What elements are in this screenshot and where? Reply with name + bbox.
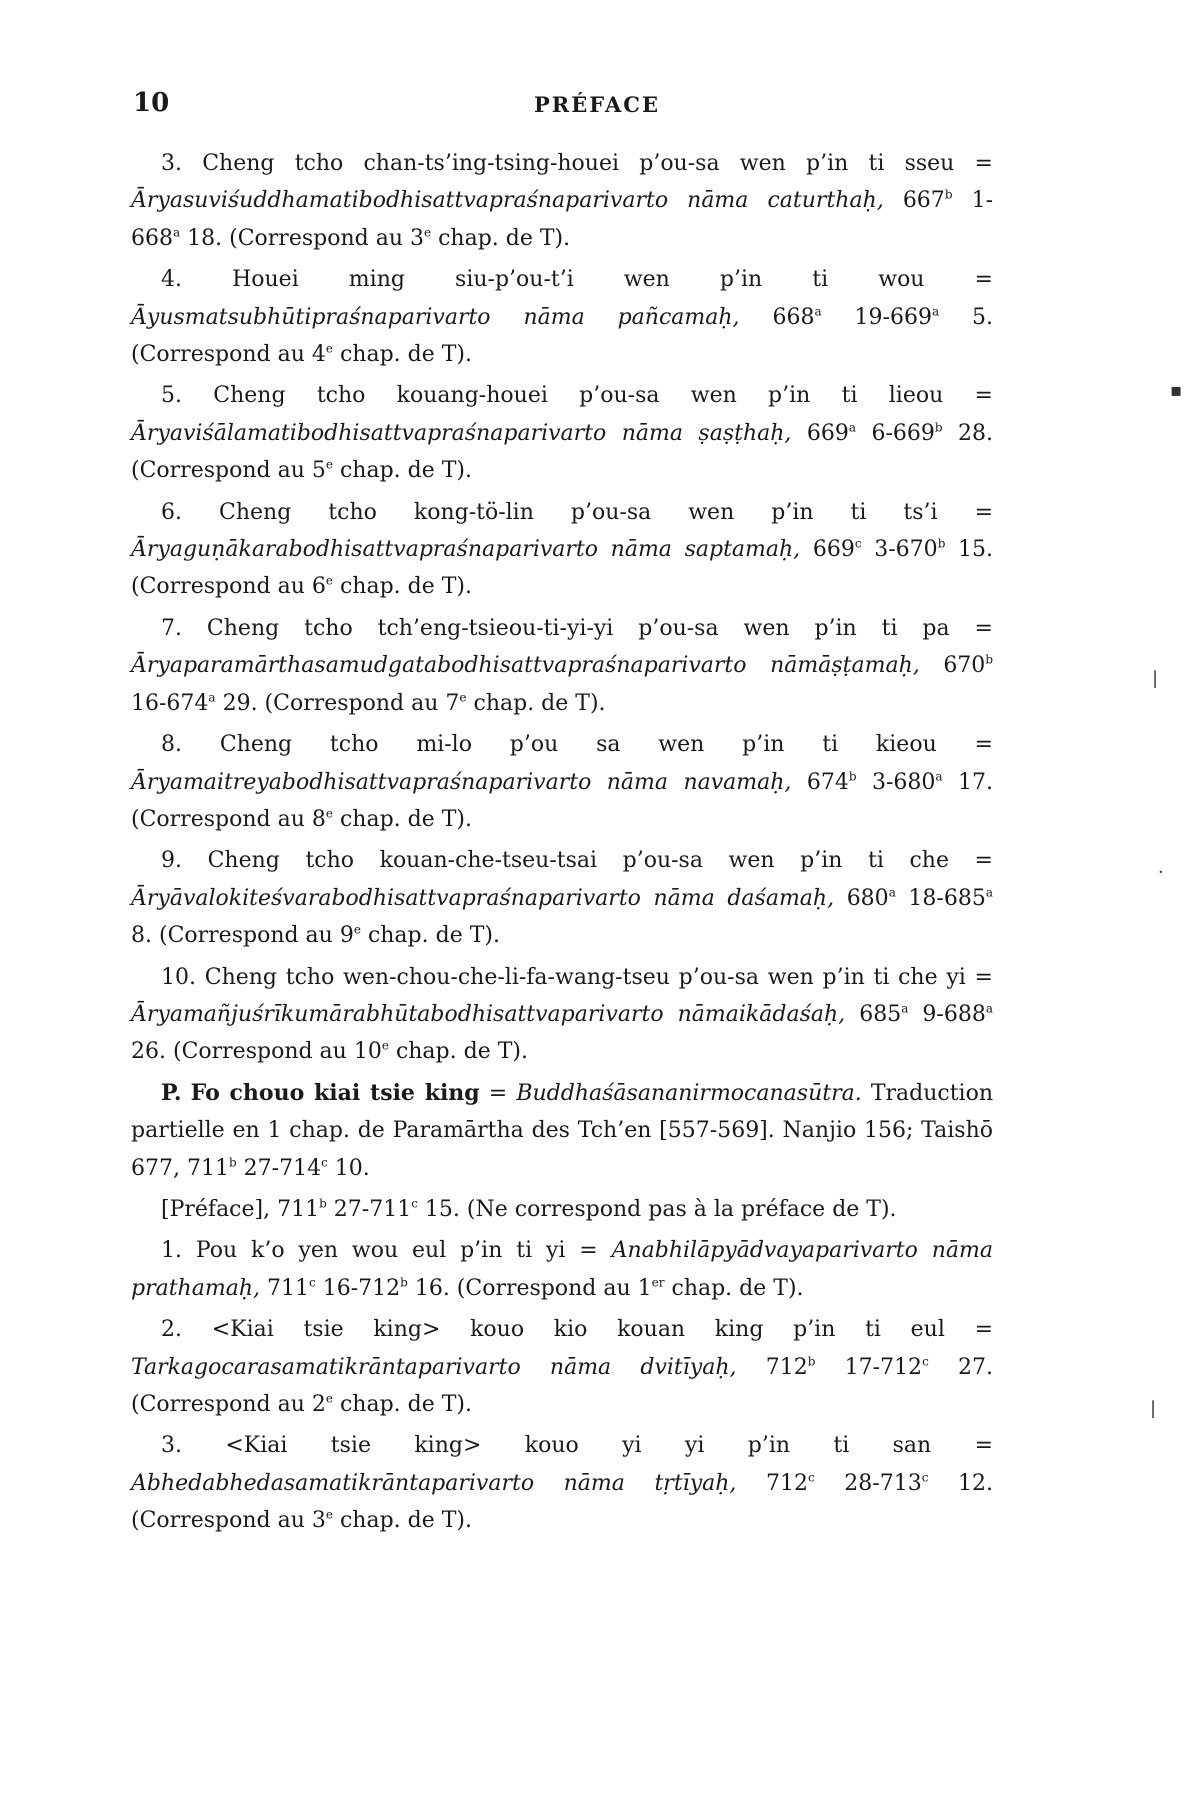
- ref-sup: a: [814, 304, 822, 319]
- correspond-tail: chap. de T).: [466, 690, 606, 716]
- page-header: [133, 88, 1061, 128]
- chapter-chinese-title: Cheng tcho wen-chou-che-li-fa-wang-tseu p’ou-sa wen p’in ti che yi =: [204, 964, 993, 990]
- scan-speck: |: [1150, 1398, 1157, 1419]
- chapter-sanskrit-title: Āyusmatsubhūtipraśnaparivarto nāma pañcamaḥ,: [131, 304, 740, 330]
- ref-start: 711: [266, 1275, 309, 1301]
- chapter-chinese-title: Cheng tcho kouan-che-tseu-tsai p’ou-sa wen p’in ti che =: [207, 848, 993, 874]
- ref-start: 712: [765, 1470, 808, 1496]
- chapter-number: 2.: [161, 1317, 182, 1343]
- ref-sup: a: [985, 885, 994, 900]
- chapter-paragraph: [131, 842, 993, 954]
- chapter-chinese-title: Cheng tcho kong-tö-lin p’ou-sa wen p’in ti ts’i =: [219, 499, 994, 525]
- ref-sup: a: [848, 420, 857, 435]
- ref-start: 669: [806, 420, 849, 446]
- chapter-sanskrit-title: Abhedabhedasamatikrāntaparivarto nāma tṛtīyaḥ,: [131, 1470, 737, 1496]
- chapter-sanskrit-title: Anabhilāpyādvayaparivarto nāma prathamaḥ,: [131, 1238, 994, 1301]
- scan-speck: |: [1152, 668, 1159, 689]
- ref-sup: a: [901, 1001, 909, 1016]
- ref-end: 10.: [327, 1155, 370, 1181]
- correspond-tail: chap. de T).: [431, 225, 571, 251]
- chapter-number: 8.: [161, 732, 182, 758]
- chapter-chinese-title: Cheng tcho kouang-houei p’ou-sa wen p’in ti lieou =: [213, 383, 993, 409]
- ref-range: 18-685: [895, 885, 986, 911]
- chapter-paragraph: [131, 377, 993, 489]
- chapter-sanskrit-title: Āryasuviśuddhamatibodhisattvapraśnaparivarto nāma caturthaḥ,: [131, 188, 884, 214]
- chapter-chinese-title: Cheng tcho tch’eng-tsieou-ti-yi-yi p’ou-sa wen p’in ti pa =: [206, 615, 993, 641]
- ref-range: 3-680: [856, 769, 936, 795]
- entry-number: P.: [161, 1079, 182, 1106]
- ref-sup: e: [325, 1507, 333, 1522]
- scan-speck: ▪: [1170, 380, 1183, 401]
- correspond-tail: chap. de T).: [332, 574, 472, 600]
- chapter-number: 5.: [161, 383, 182, 409]
- correspond-text: 12. (Correspond au 3: [131, 1470, 993, 1534]
- chapter-paragraph: [131, 959, 993, 1071]
- ref-sup: a: [173, 225, 181, 240]
- correspond-tail: chap. de T).: [332, 1508, 472, 1534]
- chapter-number: 10.: [161, 964, 196, 990]
- chapter-sanskrit-title: Tarkagocarasamatikrāntaparivarto nāma dvitīyaḥ,: [131, 1354, 737, 1380]
- chapter-paragraph: [131, 494, 993, 606]
- ref-range: 16-674: [131, 690, 209, 716]
- preface-end: 15. (Ne correspond pas à la préface de T).: [417, 1196, 897, 1222]
- ref-range: 28-713: [814, 1470, 922, 1496]
- ref-sup: c: [854, 536, 862, 551]
- ref-range: 17-712: [815, 1354, 923, 1380]
- ref-sup: er: [651, 1275, 665, 1290]
- ref-sup: c: [921, 1470, 929, 1485]
- chapter-sanskrit-title: Āryamaitreyabodhisattvapraśnaparivarto nāma navamaḥ,: [131, 769, 792, 795]
- page-number: 10: [133, 88, 170, 118]
- ref-sup: e: [325, 457, 333, 472]
- correspond-tail: chap. de T).: [664, 1275, 804, 1301]
- chapter-sanskrit-title: Āryaviśālamatibodhisattvapraśnaparivarto nāma ṣaṣṭhaḥ,: [131, 420, 792, 446]
- ref-range: 1-668: [131, 188, 993, 251]
- chapter-chinese-title: Pou k’o yen wou eul p’in ti yi =: [195, 1238, 598, 1264]
- chapter-sanskrit-title: Āryaguṇākarabodhisattvapraśnaparivarto nāma saptamaḥ,: [131, 537, 801, 563]
- ref-range: 27-711: [326, 1196, 412, 1222]
- ref-sup: a: [888, 885, 896, 900]
- chapter-paragraph: [131, 726, 993, 838]
- correspond-tail: chap. de T).: [332, 458, 472, 484]
- ref-range: 16-712: [315, 1275, 401, 1301]
- chapter-paragraph: [131, 145, 993, 257]
- preface-text: [Préface], 711: [161, 1196, 320, 1222]
- chapter-chinese-title: Cheng tcho chan-ts’ing-tsing-houei p’ou-sa wen p’in ti sseu =: [202, 151, 993, 176]
- ref-range: 9-688: [908, 1001, 986, 1027]
- ref-sup: b: [400, 1275, 408, 1290]
- correspond-text: 28. (Correspond au 5: [131, 420, 994, 484]
- correspond-text: 15. (Correspond au 6: [131, 537, 994, 600]
- chapter-chinese-title: <Kiai tsie king> kouo kio kouan king p’in ti eul =: [211, 1317, 994, 1343]
- ref-sup: b: [848, 769, 857, 784]
- ref-start: 674: [806, 769, 849, 795]
- ref-start: 712: [765, 1354, 808, 1380]
- ref-sup: b: [319, 1196, 327, 1211]
- ref-sup: e: [381, 1039, 389, 1054]
- correspond-text: 26. (Correspond au 10: [131, 1039, 382, 1065]
- chapter-number: 7.: [161, 615, 182, 641]
- chapter-chinese-title: Cheng tcho mi-lo p’ou sa wen p’in ti kieou =: [219, 732, 993, 758]
- ref-sup: a: [935, 769, 943, 784]
- correspond-tail: chap. de T).: [332, 806, 472, 832]
- ref-sup: e: [325, 1391, 333, 1406]
- ref-start: 667: [902, 188, 945, 214]
- ref-sup: b: [985, 652, 993, 667]
- chapter-paragraph: [131, 1232, 993, 1307]
- page-body: [131, 145, 993, 1544]
- ref-sup: a: [208, 690, 216, 705]
- correspond-tail: chap. de T).: [360, 923, 500, 949]
- ref-sup: c: [321, 1155, 328, 1170]
- ref-sup: c: [807, 1470, 815, 1485]
- chapter-paragraph: [131, 261, 993, 373]
- ref-sup: e: [353, 922, 361, 937]
- correspond-text: 5. (Correspond au 4: [131, 304, 993, 368]
- chapter-number: 6.: [161, 499, 182, 525]
- ref-sup: c: [411, 1196, 418, 1211]
- ref-sup: a: [985, 1001, 993, 1016]
- ref-sup: b: [807, 1354, 816, 1369]
- paragraph-group-chapters: [131, 145, 993, 1071]
- correspond-text: 27. (Correspond au 2: [131, 1354, 993, 1417]
- ref-sup: e: [325, 806, 333, 821]
- ref-sup: c: [308, 1275, 316, 1290]
- equals-sign: =: [479, 1080, 517, 1106]
- scan-speck: ·: [1158, 862, 1164, 883]
- ref-sup: e: [325, 574, 333, 589]
- correspond-tail: chap. de T).: [332, 342, 472, 368]
- chapter-sanskrit-title: Āryāvalokiteśvarabodhisattvapraśnaparivarto nāma daśamaḥ,: [131, 885, 835, 911]
- chapter-number: 3.: [161, 1433, 182, 1459]
- entry-p: [131, 1075, 993, 1187]
- paragraph-group-p-chapters: [131, 1232, 993, 1539]
- ref-sup: a: [931, 304, 940, 319]
- ref-range: 3-670: [861, 537, 938, 563]
- ref-sup: b: [934, 420, 943, 435]
- chapter-number: 9.: [161, 848, 182, 874]
- ref-sup: e: [423, 225, 432, 240]
- chapter-chinese-title: Houei ming siu-p’ou-t’i wen p’in ti wou =: [232, 267, 993, 293]
- chapter-paragraph: [131, 610, 993, 722]
- ref-sup: b: [228, 1155, 237, 1170]
- ref-start: 670: [943, 653, 986, 679]
- ref-range: 6-669: [856, 420, 935, 446]
- entry-title-sanskrit: Buddhaśāsananirmocanasūtra.: [516, 1080, 862, 1106]
- correspond-tail: chap. de T).: [332, 1392, 472, 1417]
- correspond-text: 17. (Correspond au 8: [131, 769, 993, 832]
- correspond-tail: chap. de T).: [388, 1039, 528, 1065]
- correspond-text: 16. (Correspond au 1: [407, 1275, 652, 1301]
- correspond-text: 29. (Correspond au 7: [215, 690, 460, 716]
- ref-range: 27-714: [236, 1155, 322, 1181]
- ref-start: 668: [772, 304, 815, 330]
- running-title: PRÉFACE: [534, 92, 660, 117]
- chapter-number: 3.: [161, 151, 182, 176]
- chapter-paragraph: [131, 1311, 993, 1423]
- chapter-number: 4.: [161, 267, 182, 293]
- correspond-text: 18. (Correspond au 3: [180, 225, 424, 251]
- ref-sup: b: [944, 188, 953, 203]
- ref-sup: c: [922, 1354, 929, 1369]
- chapter-sanskrit-title: Āryaparamārthasamudgatabodhisattvapraśnaparivarto nāmāṣṭamaḥ,: [131, 653, 920, 679]
- ref-start: 669: [812, 537, 855, 563]
- chapter-chinese-title: <Kiai tsie king> kouo yi yi p’in ti san =: [225, 1433, 994, 1459]
- entry-title-chinese: Fo chouo kiai tsie king: [190, 1079, 480, 1106]
- correspond-text: 8. (Correspond au 9: [131, 923, 354, 949]
- ref-sup: b: [937, 536, 946, 551]
- ref-start: 685: [859, 1001, 902, 1027]
- ref-start: 680: [846, 885, 889, 911]
- ref-sup: e: [325, 341, 333, 356]
- ref-range: 19-669: [821, 304, 932, 330]
- preface-line: [131, 1191, 993, 1228]
- chapter-sanskrit-title: Āryamañjuśrīkumārabhūtabodhisattvaparivarto nāmaikādaśaḥ,: [131, 1001, 846, 1027]
- chapter-number: 1.: [161, 1238, 182, 1264]
- ref-sup: e: [459, 690, 467, 705]
- entry-description: Traduction partielle en 1 chap. de Paramārtha des Tch’en [557-569]. Nanjio 156; Taishō 677, 711: [131, 1080, 993, 1181]
- chapter-paragraph: [131, 1427, 993, 1539]
